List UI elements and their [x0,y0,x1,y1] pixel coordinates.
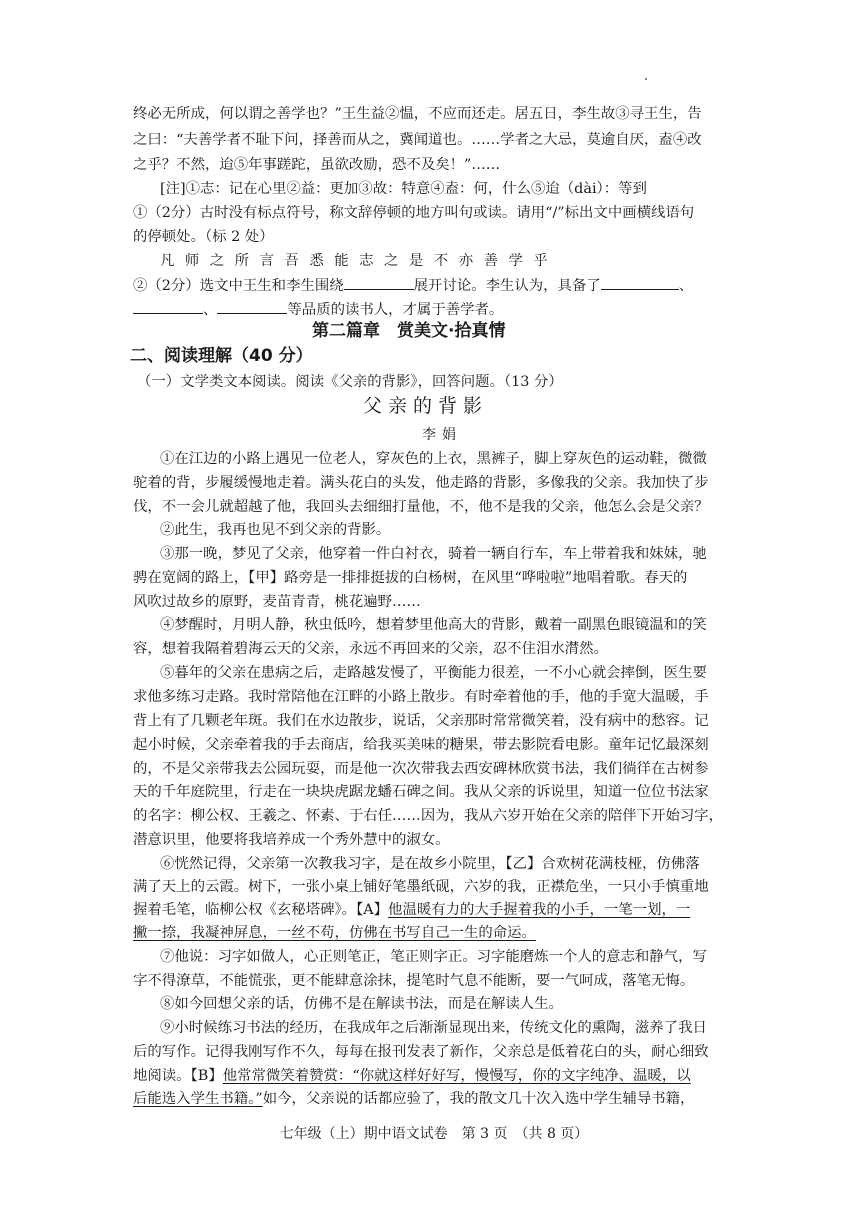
paragraph-text: 地阅读。 [133,1068,191,1084]
article-author: 李娟 [422,427,462,443]
answer-blank[interactable] [344,275,414,290]
underlined-sentence-b: 他常常微笑着赞赏：“你就这样好好写，慢慢写，你的文字纯净、温暖，以 [222,1068,691,1084]
answer-blank[interactable] [217,299,287,314]
paragraph-line: 后的写作。记得我刚写作不久，每每在报刊发表了新作，父亲总是低着花白的头，耐心细致 [133,1044,709,1060]
article-title: 父亲的背影 [363,395,489,417]
underlined-sentence-b: 后能选入学生书籍。” [133,1091,263,1107]
underlined-sentence-a: 撇一捺，我凝神屏息，一丝不苟，仿佛在书写自己一生的命运。 [133,925,536,941]
paragraph-text: 如今，父亲说的话都应验了，我的散文几十次入选中学生辅导书籍， [262,1091,695,1107]
paragraph-line: 容，想着我隔着碧海云天的父亲，永远不再回来的父亲，忍不住泪水潸然。 [133,641,608,657]
marker-b: 【B】 [190,1068,223,1084]
paragraph-line: 字不得潦草，不能慌张，更不能肆意涂抹，提笔时气息不能断，要一气呵成，落笔无悔。 [133,973,695,989]
paragraph-line: 骋在宽阔的路上，【甲】路旁是一排排挺拔的白杨树，在风里“哗啦啦”地唱着歌。春天的 [133,570,688,586]
paragraph-line [133,900,690,920]
paragraph-line: ①在江边的小路上遇见一位老人，穿灰色的上衣，黑裤子，脚上穿灰色的运动鞋，微微 [160,451,707,467]
paragraph-line: 的，不是父亲带我去公园玩耍，而是他一次次带我去西安碑林欣赏书法，我们徜徉在古树参 [133,761,709,777]
answer-blank[interactable] [601,275,679,290]
question-2-text: ②（2分）选文中王生和李生围绕 [133,278,344,294]
chapter-title: 第二篇章 赏美文·拾真情 [312,321,506,341]
paragraph-line: ⑤暮年的父亲在患病之后，走路越发慢了，平衡能力很差，一不小心就会摔倒，医生要 [160,665,707,681]
question-1-sentence: 凡师之所言吾悉能志之是不亦善学乎 [160,253,559,269]
scan-speck [645,78,647,80]
question-2-text: 、 [203,302,218,318]
page-footer: 七年级（上）期中语文试卷 第 3 页 （共 8 页） [279,1126,589,1142]
passage-line: 之曰：“夫善学者不耻下问，择善而从之，冀闻道也。……学者之大忌，莫逾自厌，盍④改 [133,132,702,148]
subsection-heading: （一）文学类文本阅读。阅读《父亲的背影》，回答问题。（13 分） [137,374,563,390]
paragraph-line [133,1066,691,1086]
question-2-text: 展开讨论。李生认为，具备了 [413,278,601,294]
paragraph-line [133,1089,694,1109]
paragraph-line: 风吹过故乡的原野，麦苗青青，桃花遍野…… [133,594,421,610]
paragraph-line: ②此生，我再也见不到父亲的背影。 [160,522,391,538]
answer-blank[interactable] [133,299,203,314]
question-2-text: 等品质的读书人，才属于善学者。 [287,302,504,318]
underlined-sentence-a: 他温暖有力的大手握着我的小手，一笔一划，一 [388,902,691,918]
paragraph-line: 的名字：柳公权、王羲之、怀素、于右任……因为，我从六岁开始在父亲的陪伴下开始习字， [133,808,724,824]
question-2-text: 、 [678,278,694,294]
paragraph-line: 伐，不一会儿就超越了他，我回头去细细打量他，不，他不是我的父亲，他怎么会是父亲？ [133,499,709,515]
question-2-line [133,275,693,296]
marker-a: 【A】 [356,902,389,918]
section-title: 二、阅读理解（40 分） [130,346,313,366]
paragraph-line: 求他多练习走路。我时常陪他在江畔的小路上散步。有时牵着他的手，他的手宽大温暖，手 [133,689,709,705]
question-2-line [133,299,503,320]
paragraph-line: 驼着的背，步履缓慢地走着。满头花白的头发，他走路的背影，多像我的父亲。我加快了步 [133,475,709,491]
paragraph-line: 潜意识里，他要将我培养成一个秀外慧中的淑女。 [133,832,450,848]
paragraph-line: ③那一晚，梦见了父亲，他穿着一件白衬衣，骑着一辆自行车，车上带着我和妹妹，驰 [160,546,707,562]
paragraph-line: ⑦他说：习字如做人，心正则笔正，笔正则字正。习字能磨炼一个人的意志和静气，写 [160,949,707,965]
question-1-line: 的停顿处。（标 2 处） [133,229,274,245]
paragraph-line: 天的千年庭院里，行走在一块块虎踞龙蟠石碑之间。我从父亲的诉说里，知道一位位书法家 [133,784,709,800]
question-1-line: ①（2分）古时没有标点符号，称文辞停顿的地方叫句或读。请用“/”标出文中画横线语句 [133,205,695,221]
paragraph-line [133,923,536,943]
paragraph-line: 起小时候，父亲牵着我的手去商店，给我买美味的糖果，带去影院看电影。童年记忆最深刻 [133,737,709,753]
paragraph-text: 握着毛笔，临柳公权《玄秘塔碑》。 [133,902,357,918]
paragraph-line: ⑧如今回想父亲的话，仿佛不是在解读书法，而是在解读人生。 [160,996,563,1012]
annotation-notes: [注]①志：记在心里②益：更加③故：特意④盍：何，什么⑤迨（dài）：等到 [160,181,647,197]
passage-line: 终必无所成，何以谓之善学也？”王生益②愠，不应而还走。居五日，李生故③寻王生，告 [133,106,702,122]
passage-line: 之乎？不然，迨⑤年事蹉跎，虽欲改励，恐不及矣！”…… [133,157,501,173]
paragraph-line: ④梦醒时，月明人静，秋虫低吟，想着梦里他高大的背影，戴着一副黑色眼镜温和的笑 [160,617,707,633]
paragraph-line: 满了天上的云霞。树下，一张小桌上铺好笔墨纸砚，六岁的我，正襟危坐，一只小手慎重地 [133,879,709,895]
paragraph-line: ⑨小时候练习书法的经历，在我成年之后渐渐显现出来，传统文化的熏陶，滋养了我日 [160,1020,707,1036]
paragraph-line: 背上有了几颗老年斑。我们在水边散步，说话，父亲那时常常微笑着，没有病中的愁容。记 [133,713,709,729]
paragraph-line: ⑥恍然记得，父亲第一次教我习字，是在故乡小院里，【乙】合欢树花满枝桠，仿佛落 [160,856,700,872]
